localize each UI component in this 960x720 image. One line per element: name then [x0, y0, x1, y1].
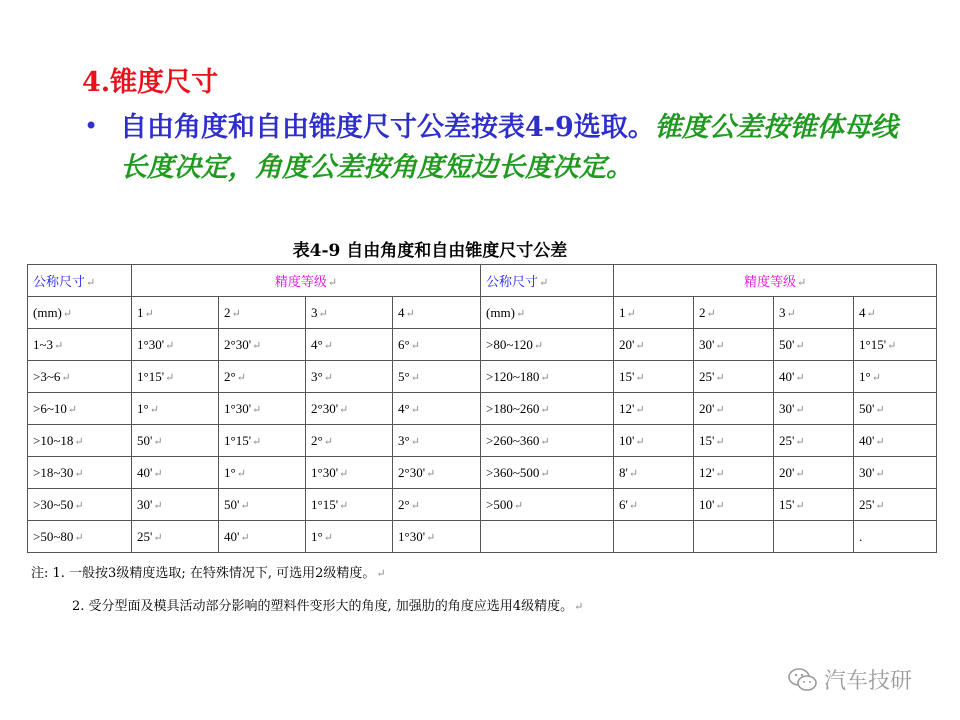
- table-cell: 1°30'↵: [306, 457, 393, 489]
- table-cell: 1°15'↵: [132, 361, 219, 393]
- table-row: [28, 457, 937, 489]
- grade-cell: 2↵: [219, 297, 306, 329]
- watermark: [788, 664, 912, 695]
- table-row: [28, 329, 937, 361]
- table-cell: 50'↵: [219, 489, 306, 521]
- table-cell: 30'↵: [132, 489, 219, 521]
- unit-right: (mm)↵: [481, 297, 614, 329]
- table-cell: .: [854, 521, 937, 553]
- table-cell: >180~260↵: [481, 393, 614, 425]
- table-cell: [481, 521, 614, 553]
- table-cell: >80~120↵: [481, 329, 614, 361]
- table-cell: 50'↵: [132, 425, 219, 457]
- table-row: [28, 521, 937, 553]
- table-row: [28, 489, 937, 521]
- grade-header-left: 精度等级↵: [132, 265, 481, 297]
- table-cell: >30~50↵: [28, 489, 132, 521]
- size-header-right: 公称尺寸↵: [481, 265, 614, 297]
- table-cell: 15'↵: [774, 489, 854, 521]
- table-cell: 15'↵: [614, 361, 694, 393]
- table-cell: 1°15'↵: [219, 425, 306, 457]
- table-cell: 40'↵: [774, 361, 854, 393]
- table-cell: 6'↵: [614, 489, 694, 521]
- table-cell: 30'↵: [774, 393, 854, 425]
- table-cell: 25'↵: [854, 489, 937, 521]
- table-cell: 40'↵: [854, 425, 937, 457]
- table-cell: 30'↵: [854, 457, 937, 489]
- table-row: [28, 361, 937, 393]
- table-cell: 30'↵: [694, 329, 774, 361]
- table-cell: 2°↵: [393, 489, 481, 521]
- section-heading: 4.锥度尺寸: [82, 67, 219, 98]
- table-cell: 2°↵: [219, 361, 306, 393]
- bullet-text-part1: 自由角度和自由锥度尺寸公差按表4-9选取。: [120, 112, 655, 143]
- table-cell: 15'↵: [694, 425, 774, 457]
- table-cell: >500↵: [481, 489, 614, 521]
- watermark-text: 汽车技研: [824, 669, 913, 694]
- table-cell: 1°↵: [132, 393, 219, 425]
- table-cell: >18~30↵: [28, 457, 132, 489]
- table-cell: 6°↵: [393, 329, 481, 361]
- table-cell: 3°↵: [393, 425, 481, 457]
- table-row: [28, 425, 937, 457]
- table-cell: 4°↵: [306, 329, 393, 361]
- table-cell: 1°↵: [854, 361, 937, 393]
- grade-cell: 4↵: [393, 297, 481, 329]
- table-cell: 25'↵: [132, 521, 219, 553]
- table-cell: 20'↵: [694, 393, 774, 425]
- table-cell: 1°↵: [306, 521, 393, 553]
- table-cell: 12'↵: [614, 393, 694, 425]
- table-cell: 50'↵: [774, 329, 854, 361]
- table-cell: 2°30'↵: [306, 393, 393, 425]
- table-cell: 2°↵: [306, 425, 393, 457]
- grade-cell: 2↵: [694, 297, 774, 329]
- table-cell: 1°↵: [219, 457, 306, 489]
- table-cell: 3°↵: [306, 361, 393, 393]
- table-cell: [614, 521, 694, 553]
- wechat-icon: [788, 667, 818, 693]
- table-cell: 5°↵: [393, 361, 481, 393]
- table-cell: 25'↵: [774, 425, 854, 457]
- table-cell: 50'↵: [854, 393, 937, 425]
- table-cell: >260~360↵: [481, 425, 614, 457]
- table-cell: [694, 521, 774, 553]
- table-cell: [774, 521, 854, 553]
- table-cell: 20'↵: [774, 457, 854, 489]
- table-cell: 40'↵: [219, 521, 306, 553]
- table-cell: >3~6↵: [28, 361, 132, 393]
- table-cell: 1°30'↵: [393, 521, 481, 553]
- table-grade-row: [28, 297, 937, 329]
- table-cell: 8'↵: [614, 457, 694, 489]
- table-cell: 12'↵: [694, 457, 774, 489]
- table-cell: 10'↵: [694, 489, 774, 521]
- table-cell: >360~500↵: [481, 457, 614, 489]
- table-row: [28, 393, 937, 425]
- table-cell: 1°15'↵: [306, 489, 393, 521]
- table-cell: 10'↵: [614, 425, 694, 457]
- table-cell: 1°30'↵: [219, 393, 306, 425]
- table-cell: 2°30'↵: [393, 457, 481, 489]
- grade-cell: 3↵: [306, 297, 393, 329]
- grade-cell: 1↵: [132, 297, 219, 329]
- bullet-paragraph: [120, 108, 920, 188]
- table-cell: 4°↵: [393, 393, 481, 425]
- grade-cell: 3↵: [774, 297, 854, 329]
- table-note-1: 注: 1. 一般按3级精度选取; 在特殊情况下, 可选用2级精度。↵: [31, 566, 386, 581]
- size-header-left: 公称尺寸↵: [28, 265, 132, 297]
- table-caption: 表4-9 自由角度和自由锥度尺寸公差: [292, 241, 568, 261]
- table-cell: 40'↵: [132, 457, 219, 489]
- table-cell: 1°15'↵: [854, 329, 937, 361]
- table-cell: >120~180↵: [481, 361, 614, 393]
- bullet-marker: •: [84, 112, 99, 140]
- grade-header-right: 精度等级↵: [614, 265, 937, 297]
- grade-cell: 1↵: [614, 297, 694, 329]
- tolerance-table: [27, 264, 937, 553]
- bullet-text-part2: 锥度公差按锥体母线长度决定，角度公差按角度短边长度决定。: [120, 112, 898, 183]
- table-cell: 1~3↵: [28, 329, 132, 361]
- table-note-2: 2. 受分型面及模具活动部分影响的塑料件变形大的角度, 加强肋的角度应选用4级精度。↵: [72, 599, 584, 614]
- table-cell: >10~18↵: [28, 425, 132, 457]
- table-cell: 1°30'↵: [132, 329, 219, 361]
- table-cell: 25'↵: [694, 361, 774, 393]
- table-cell: >50~80↵: [28, 521, 132, 553]
- unit-left: (mm)↵: [28, 297, 132, 329]
- table-cell: 2°30'↵: [219, 329, 306, 361]
- grade-cell: 4↵: [854, 297, 937, 329]
- table-header-row: [28, 265, 937, 297]
- table-cell: >6~10↵: [28, 393, 132, 425]
- table-cell: 20'↵: [614, 329, 694, 361]
